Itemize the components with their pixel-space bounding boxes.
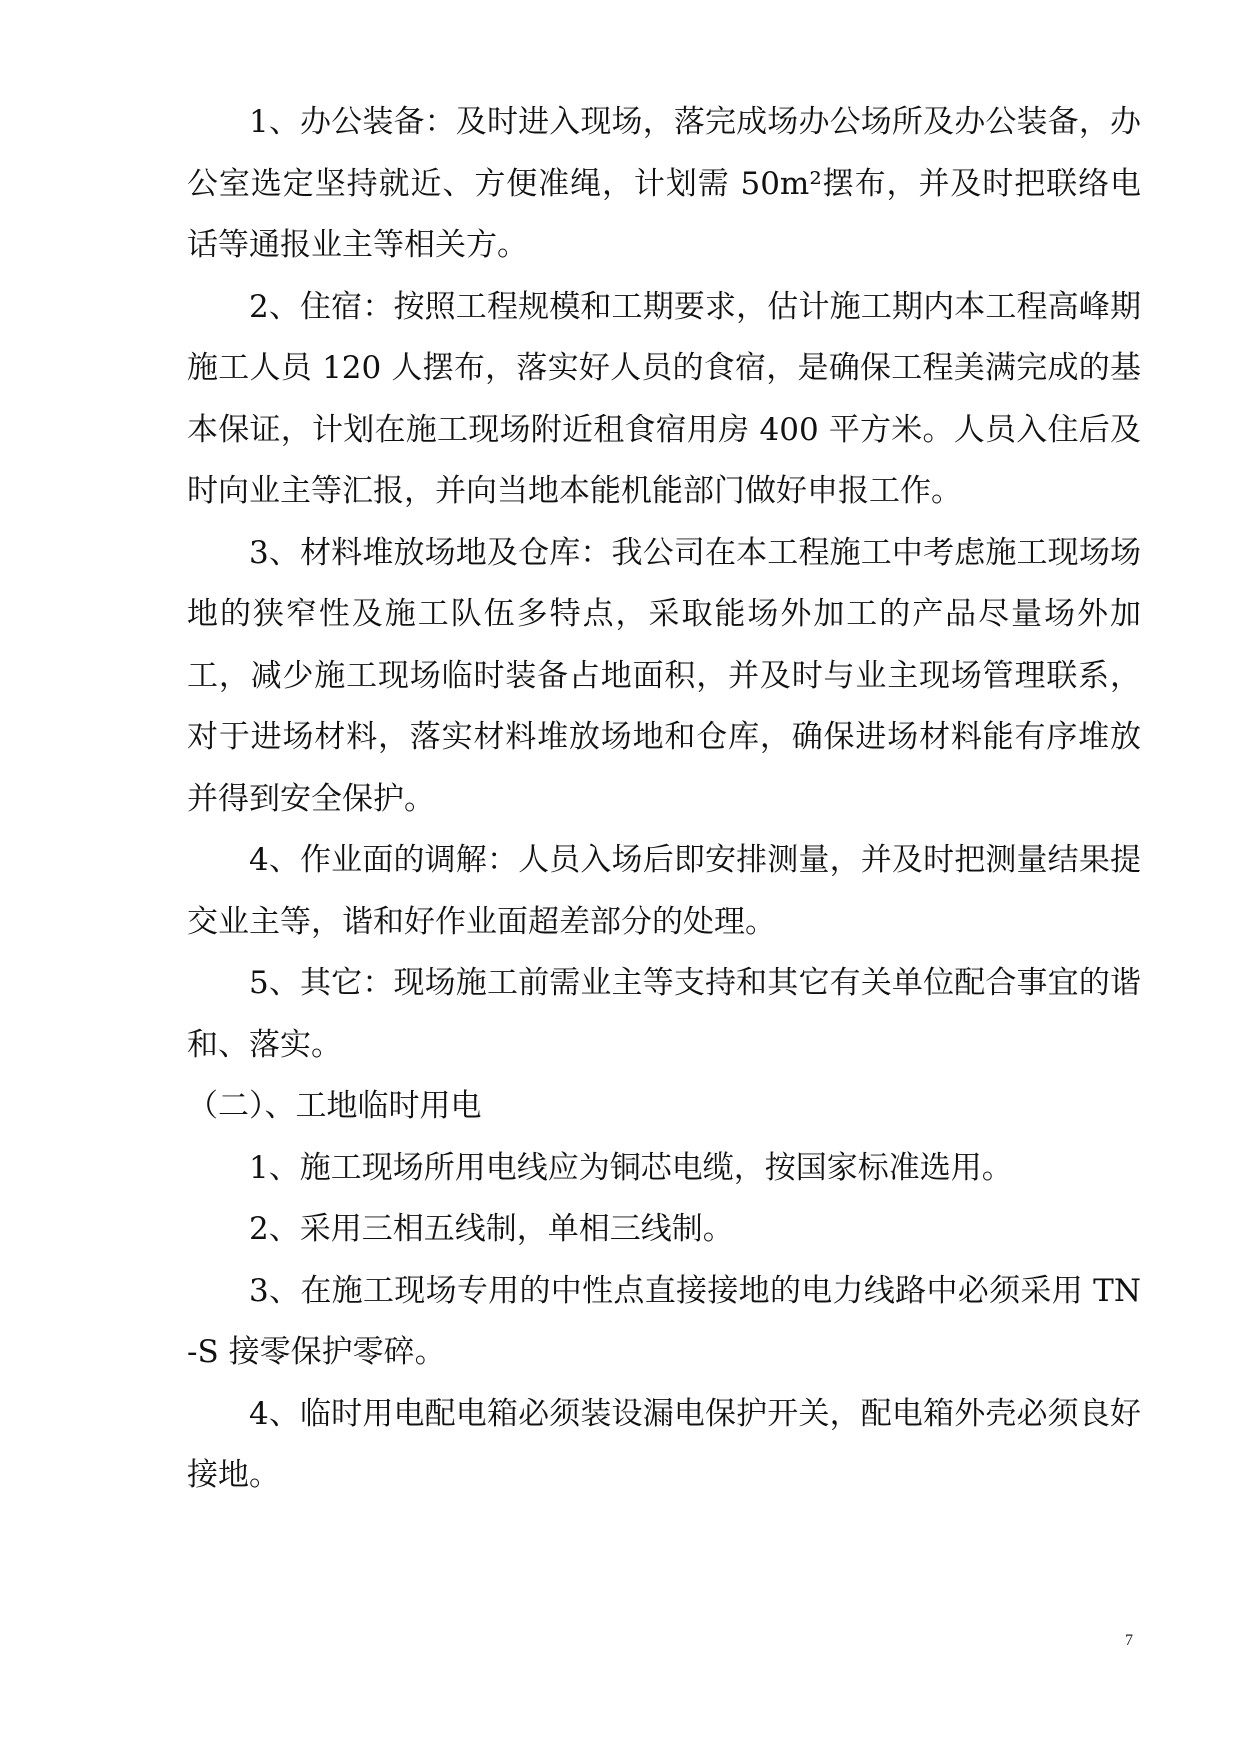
paragraph-wiring-system: 2、采用三相五线制，单相三线制。 xyxy=(249,1211,734,1247)
paragraph-grounding-system: 3、在施工现场专用的中性点直接接地的电力线路中必须采用 TN-S 接零保护零碎。 xyxy=(187,1272,1141,1370)
paragraph-office-equipment: 1、办公装备：及时进入现场，落完成场办公场所及办公装备，办公室选定坚持就近、方便准绳，计划需 50m²摆布，并及时把联络电话等通报业主等相关方。 xyxy=(187,104,1141,263)
paragraph-material-storage: 3、材料堆放场地及仓库：我公司在本工程施工中考虑施工现场场地的狭窄性及施工队伍多特点，采取能场外加工的产品尽量场外加工，减少施工现场临时装备占地面积，并及时与业主现场管理联系，对于进场材料，落实材料堆放场地和仓库，确保进场材料能有序堆放并得到安全保护。 xyxy=(187,534,1141,817)
document-body xyxy=(187,92,1141,1507)
paragraph-power-cable: 1、施工现场所用电线应为铜芯电缆，按国家标准选用。 xyxy=(249,1149,1013,1186)
section-heading-temporary-power: （二）、工地临时用电 xyxy=(187,1088,482,1124)
paragraph-other: 5、其它：现场施工前需业主等支持和其它有关单位配合事宜的谐和、落实。 xyxy=(187,965,1141,1063)
paragraph-accommodation: 2、住宿：按照工程规模和工期要求，估计施工期内本工程高峰期施工人员 120 人摆布，落实好人员的食宿，是确保工程美满完成的基本保证，计划在施工现场附近租食宿用房 400 平方米。人员入住后及时向业主等汇报，并向当地本能机能部门做好申报工作。 xyxy=(187,288,1141,509)
paragraph-distribution-box: 4、临时用电配电箱必须装设漏电保护开关，配电箱外壳必须良好接地。 xyxy=(187,1395,1141,1493)
paragraph-work-surface: 4、作业面的调解：人员入场后即安排测量，并及时把测量结果提交业主等，谐和好作业面超差部分的处理。 xyxy=(187,842,1141,940)
page-number: 7 xyxy=(1125,1632,1133,1649)
